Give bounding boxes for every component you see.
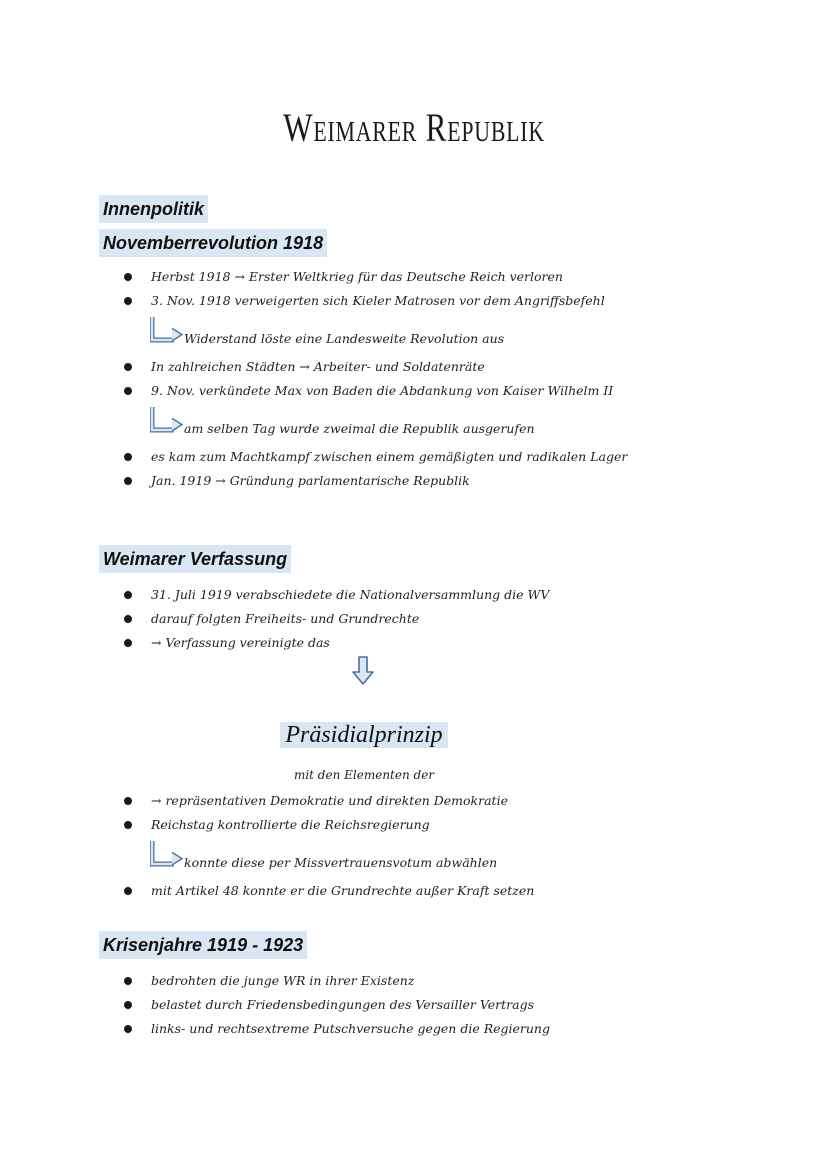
corner-arrow-icon xyxy=(150,840,186,868)
section-heading-novemberrevolution: Novemberrevolution 1918 xyxy=(99,229,327,257)
list-item-text: 31. Juli 1919 verabschiedete die Nationalversammlung die WV xyxy=(151,587,550,602)
section-heading-praesidialprinzip: Präsidialprinzip xyxy=(280,722,447,748)
section-heading-verfassung: Weimarer Verfassung xyxy=(99,545,291,573)
list-item-text: Reichstag kontrollierte die Reichsregierung xyxy=(151,817,430,832)
down-arrow-icon xyxy=(352,656,374,686)
bullet-dot-icon xyxy=(124,453,132,461)
bullet-dot-icon xyxy=(124,297,132,305)
bullet-dot-icon xyxy=(124,477,132,485)
bullet-dot-icon xyxy=(124,821,132,829)
bullet-dot-icon xyxy=(124,591,132,599)
list-item-text: In zahlreichen Städten → Arbeiter- und Soldatenräte xyxy=(151,359,485,374)
bullet-dot-icon xyxy=(124,887,132,895)
bullet-dot-icon xyxy=(124,273,132,281)
sub-item-text: am selben Tag wurde zweimal die Republik ausgerufen xyxy=(184,421,535,436)
bullet-dot-icon xyxy=(124,615,132,623)
bullet-dot-icon xyxy=(124,1025,132,1033)
list-item-text: es kam zum Machtkampf zwischen einem gemäßigten und radikalen Lager xyxy=(151,449,628,464)
section-heading-innenpolitik: Innenpolitik xyxy=(99,195,208,223)
bullet-dot-icon xyxy=(124,797,132,805)
list-item-text: Herbst 1918 → Erster Weltkrieg für das Deutsche Reich verloren xyxy=(151,269,563,284)
list-item-text: mit Artikel 48 konnte er die Grundrechte außer Kraft setzen xyxy=(151,883,535,898)
list-item-text: bedrohten die junge WR in ihrer Existenz xyxy=(151,973,415,988)
bullet-dot-icon xyxy=(124,1001,132,1009)
bullet-dot-icon xyxy=(124,639,132,647)
bullet-dot-icon xyxy=(124,387,132,395)
corner-arrow-icon xyxy=(150,316,186,344)
list-item-text: links- und rechtsextreme Putschversuche gegen die Regierung xyxy=(151,1021,550,1036)
praesidial-heading-wrap xyxy=(0,718,728,752)
list-item-text: → repräsentativen Demokratie und direkten Demokratie xyxy=(151,793,508,808)
list-item-text: belastet durch Friedensbedingungen des Versailler Vertrags xyxy=(151,997,534,1012)
praesidial-subtitle: mit den Elementen der xyxy=(293,768,435,782)
list-item-text: → Verfassung vereinigte das xyxy=(151,635,330,650)
section-heading-krisenjahre: Krisenjahre 1919 - 1923 xyxy=(99,931,307,959)
corner-arrow-icon xyxy=(150,406,186,434)
list-item-text: 3. Nov. 1918 verweigerten sich Kieler Matrosen vor dem Angriffsbefehl xyxy=(151,293,605,308)
page-title: Weimarer Republik xyxy=(283,105,545,150)
list-item-text: Jan. 1919 → Gründung parlamentarische Republik xyxy=(151,473,470,488)
bullet-dot-icon xyxy=(124,363,132,371)
sub-item-text: Widerstand löste eine Landesweite Revolution aus xyxy=(184,331,505,346)
sub-item-text: konnte diese per Missvertrauensvotum abwählen xyxy=(184,855,498,870)
list-item-text: darauf folgten Freiheits- und Grundrechte xyxy=(151,611,420,626)
bullet-dot-icon xyxy=(124,977,132,985)
list-item-text: 9. Nov. verkündete Max von Baden die Abdankung von Kaiser Wilhelm II xyxy=(151,383,614,398)
